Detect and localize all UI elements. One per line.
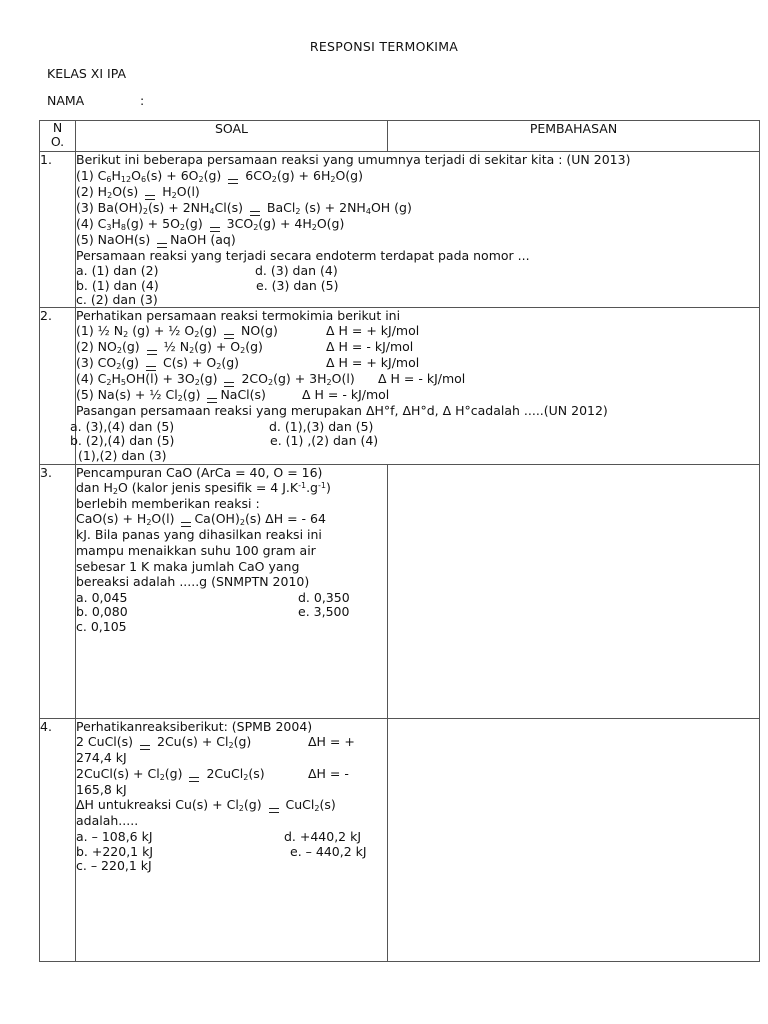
question-content [76, 464, 388, 718]
option-b: b. 0,080 [76, 604, 128, 620]
reaction-2: (2) $H_2O(s)$ $H_2O(l)$ [76, 183, 200, 200]
delta-h-2: ΔH = - [308, 765, 349, 781]
header-soal: SOAL [76, 121, 388, 152]
delta-h-1: Δ H = + kJ/mol [326, 323, 420, 339]
reaction-1: 2 CuCl(s) $2Cu(s) + Cl_2(g)$ ΔH = + [76, 734, 355, 751]
reaction-2: (2) $NO_2(g)$ ½ $N_2(g) + O_2(g)$ Δ H = - kJ/mol [76, 339, 414, 356]
question-number: 2. [40, 307, 76, 464]
question-intro: Perhatikan persamaan reaksi termokimia berikut ini [76, 307, 401, 323]
option-d: d. (3) dan (4) [255, 263, 338, 279]
question-number: 3. [40, 464, 76, 718]
delta-h-4: Δ H = - kJ/mol [378, 371, 466, 387]
table-row [40, 307, 760, 464]
question-line: dan $H_2O$ (kalor jenis spesifik = 4 $J.K^{-1}.g^{-1}$) [76, 480, 331, 497]
question-number: 4. [40, 718, 76, 961]
reaction-2: 2CuCl(s) + $Cl_2(g)$ 2CuCl$_2$(s) ΔH = - [76, 765, 349, 782]
question-text: Persamaan reaksi yang terjadi secara endoterm terdapat pada nomor ... [76, 247, 530, 263]
header-pembahasan: PEMBAHASAN [388, 121, 760, 152]
table-row [40, 152, 760, 308]
options-row [76, 292, 759, 307]
option-d: d. (1),(3) dan (5) [269, 418, 374, 434]
delta-h-3: Δ H = + kJ/mol [326, 355, 420, 371]
option-a: a. 0,045 [76, 589, 128, 605]
header-no-line1: N [52, 120, 63, 135]
reaction: $CaO(s) + H_2O(l)$ $Ca(OH)_2(s) \Delta H$ = - 64 [76, 511, 326, 528]
option-c: (1),(2) dan (3) [78, 447, 167, 463]
options-row [76, 590, 387, 605]
question-line: mampu menaikkan suhu 100 gram air [76, 543, 316, 559]
delta-h-5: Δ H = - kJ/mol [302, 387, 390, 403]
question-line: ΔH untukreaksi $Cu(s) + Cl_2(g)$ CuCl$_2$(s) [76, 797, 336, 814]
option-e: e. (3) dan (5) [256, 277, 339, 293]
options-row [70, 433, 759, 449]
options-row [76, 448, 759, 463]
header-no-line2: O. [50, 134, 65, 149]
question-line: Perhatikanreaksiberikut: (SPMB 2004) [76, 718, 313, 734]
options-row [76, 829, 387, 844]
options-row [76, 263, 759, 278]
option-b: b. (1) dan (4) [76, 277, 159, 293]
question-content [76, 718, 388, 961]
question-intro: Berikut ini beberapa persamaan reaksi yang umumnya terjadi di sekitar kita : (UN 2013) [76, 152, 631, 167]
option-e: e. – 440,2 kJ [290, 843, 367, 859]
options-row [76, 278, 759, 293]
option-e: e. 3,500 [298, 604, 350, 620]
question-line: bereaksi adalah .....g (SNMPTN 2010) [76, 574, 310, 590]
reaction-5: (5) NaOH(s) NaOH (aq) [76, 231, 236, 247]
options-row [76, 844, 387, 859]
question-line: kJ. Bila panas yang dihasilkan reaksi ini [76, 527, 322, 543]
option-a: a. (1) dan (2) [76, 263, 159, 279]
option-a: a. (3),(4) dan (5) [70, 418, 175, 434]
option-b: b. +220,1 kJ [76, 843, 154, 859]
header-no [40, 121, 76, 152]
answer-cell[interactable] [388, 718, 760, 961]
table-row [40, 718, 760, 961]
reaction-1-value: 274,4 kJ [76, 750, 127, 766]
table-row [40, 464, 760, 718]
question-line: Pencampuran CaO (ArCa = 40, O = 16) [76, 464, 323, 480]
question-content [70, 307, 760, 464]
question-text: Pasangan persamaan reaksi yang merupakan ΔH°f, ΔH°d, Δ H°cadalah .....(UN 2012) [76, 403, 608, 419]
nama-label: NAMA [47, 93, 85, 108]
reaction-1: (1) $C_6H_{12}O_6(s) + 6O_2(g) 6CO_2(g) + 6H_2O(g)$ [76, 167, 363, 184]
options-row [70, 418, 759, 434]
nama-field [47, 93, 145, 108]
kelas-label: KELAS XI IPA [47, 66, 127, 81]
question-line: berlebih memberikan reaksi : [76, 495, 260, 511]
reaction-1: (1) ½ $N_2$ (g) + ½ $O_2(g)$ NO(g) Δ H = + kJ/mol [76, 323, 420, 340]
reaction-3: (3) $Ba(OH)_2(s) + 2NH_4Cl(s)$ BaCl$_2$ $(s) + 2NH_4OH$ (g) [76, 199, 412, 216]
nama-colon: : [140, 93, 145, 108]
delta-h-2: Δ H = - kJ/mol [326, 339, 414, 355]
question-line: adalah..... [76, 813, 139, 829]
question-content [76, 152, 760, 308]
option-d: d. +440,2 kJ [284, 829, 362, 845]
options-row [76, 858, 387, 873]
option-b: b. (2),(4) dan (5) [70, 433, 175, 449]
question-line: sebesar 1 K maka jumlah CaO yang [76, 558, 300, 574]
table-header-row [40, 121, 760, 152]
option-c: c. – 220,1 kJ [76, 858, 152, 874]
page-title: RESPONSI TERMOKIMA [309, 39, 459, 54]
options-row [76, 604, 387, 619]
reaction-5: (5) Na(s) + ½ $Cl_2(g)$ NaCl(s) Δ H = - kJ/mol [76, 387, 390, 404]
option-e: e. (1) ,(2) dan (4) [270, 433, 379, 449]
question-table [39, 120, 760, 962]
delta-h-1: ΔH = + [308, 734, 355, 750]
option-c: c. (2) dan (3) [76, 292, 158, 308]
option-a: a. – 108,6 kJ [76, 829, 153, 845]
answer-cell[interactable] [388, 464, 760, 718]
reaction-2-value: 165,8 kJ [76, 781, 127, 797]
reaction-4: (4) $C_3H_8(g) + 5O_2(g) 3CO_2(g) + 4H_2O(g)$ [76, 215, 345, 232]
options-row [76, 619, 387, 634]
question-number: 1. [40, 152, 76, 308]
option-c: c. 0,105 [76, 618, 127, 634]
reaction-4: (4) $C_2H_5OH(l) + 3O_2(g) 2CO_2(g) + 3H_2O(l)$ Δ H = - kJ/mol [76, 371, 466, 388]
delta-h-text: ΔH untukreaksi [76, 797, 172, 813]
option-d: d. 0,350 [298, 589, 350, 605]
reaction-3: (3) $CO_2(g) C(s) + O_2(g)$ Δ H = + kJ/mol [76, 355, 420, 372]
